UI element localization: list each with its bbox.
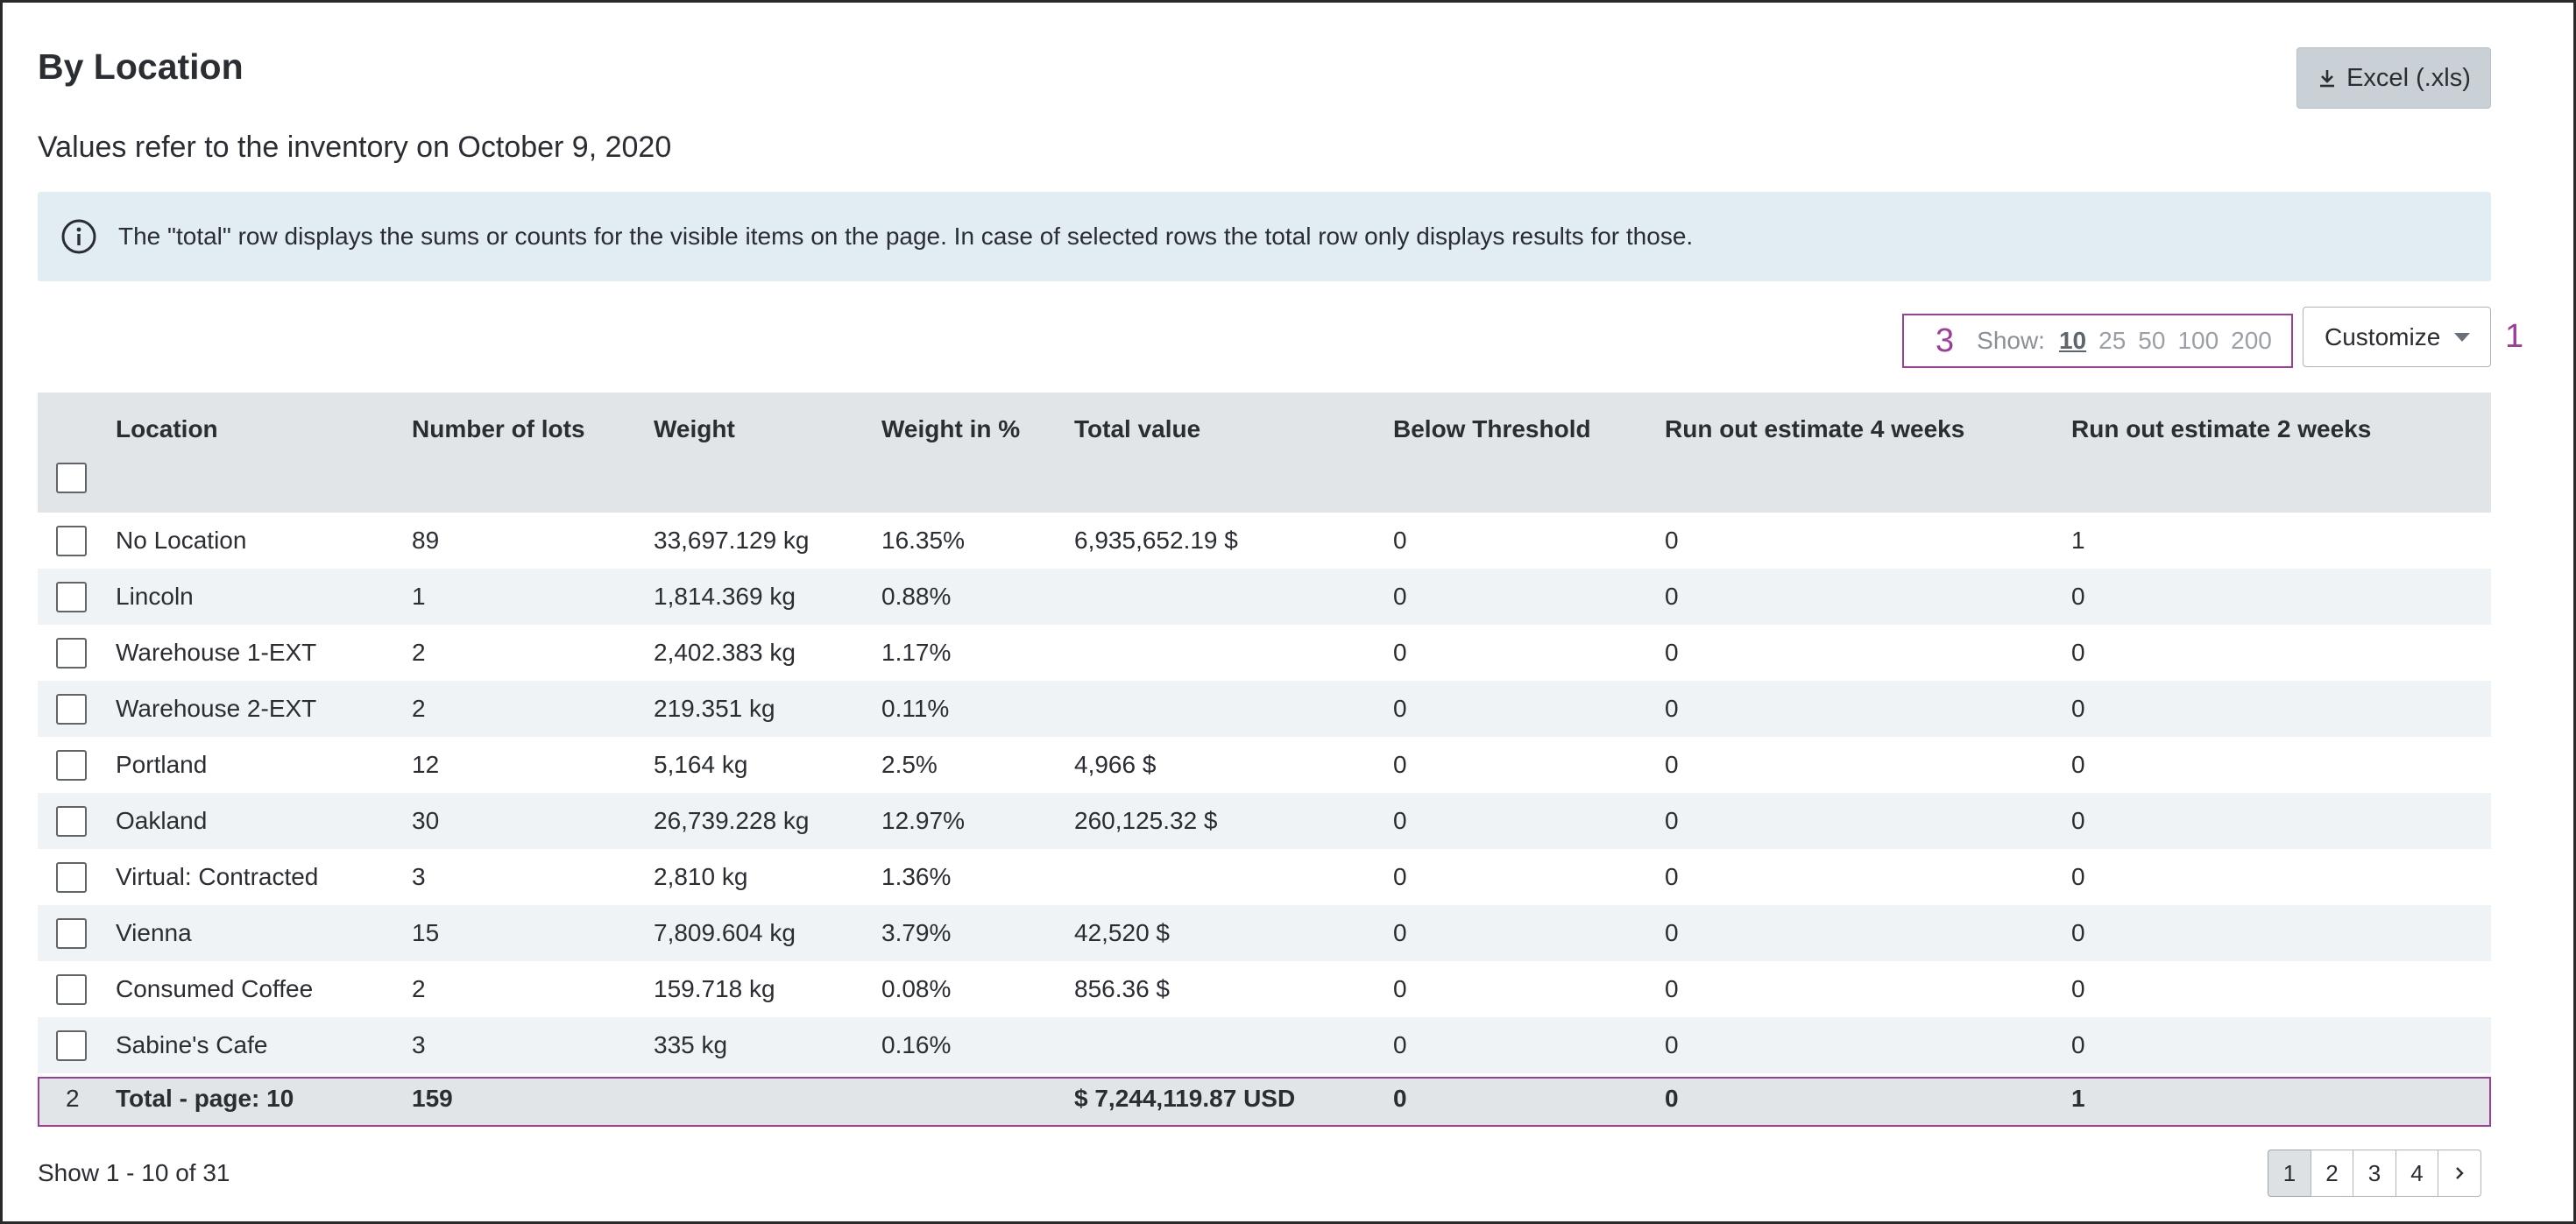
row-checkbox[interactable] xyxy=(56,974,87,1005)
column-header-lots[interactable]: Number of lots xyxy=(412,415,585,442)
cell-runout-4w: 0 xyxy=(1665,975,1679,1002)
column-header-weight-percent[interactable]: Weight in % xyxy=(881,415,1021,442)
cell-weight: 26,739.228 kg xyxy=(654,807,810,834)
total-runout-2w: 1 xyxy=(2071,1085,2085,1112)
table-row[interactable] xyxy=(38,625,2491,681)
cell-total-value: 856.36 $ xyxy=(1074,975,1170,1002)
cell-weight: 159.718 kg xyxy=(654,975,775,1002)
cell-weight-percent: 1.36% xyxy=(881,863,952,890)
cell-total-value: 260,125.32 $ xyxy=(1074,807,1218,834)
cell-runout-4w: 0 xyxy=(1665,527,1679,554)
page-button-1[interactable]: 1 xyxy=(2268,1150,2311,1197)
column-header-weight[interactable]: Weight xyxy=(654,415,735,442)
row-select-cell xyxy=(38,569,116,625)
next-page-button[interactable] xyxy=(2438,1150,2481,1197)
cell-runout-4w: 0 xyxy=(1665,583,1679,610)
column-header-below-threshold[interactable]: Below Threshold xyxy=(1393,415,1591,442)
cell-lots: 3 xyxy=(412,863,426,890)
cell-lots: 12 xyxy=(412,751,440,778)
column-header-location[interactable]: Location xyxy=(116,415,218,442)
row-checkbox[interactable] xyxy=(56,582,87,612)
cell-weight-percent: 0.16% xyxy=(881,1031,952,1058)
cell-total-value xyxy=(1074,625,1393,681)
cell-location: Warehouse 1-EXT xyxy=(116,639,317,666)
row-checkbox[interactable] xyxy=(56,750,87,781)
chevron-right-icon xyxy=(2451,1164,2468,1182)
row-checkbox[interactable] xyxy=(56,1030,87,1061)
cell-location: No Location xyxy=(116,527,247,554)
cell-runout-2w: 0 xyxy=(2071,695,2085,722)
cell-runout-4w: 0 xyxy=(1665,695,1679,722)
cell-runout-4w: 0 xyxy=(1665,751,1679,778)
total-row xyxy=(38,1077,2491,1127)
cell-below-threshold: 0 xyxy=(1393,975,1407,1002)
cell-weight: 33,697.129 kg xyxy=(654,527,810,554)
cell-runout-4w: 0 xyxy=(1665,639,1679,666)
cell-lots: 15 xyxy=(412,919,440,946)
table-row[interactable] xyxy=(38,849,2491,905)
table-row[interactable] xyxy=(38,513,2491,569)
cell-lots: 3 xyxy=(412,1031,426,1058)
row-select-cell xyxy=(38,1017,116,1073)
row-checkbox[interactable] xyxy=(56,806,87,837)
row-select-cell xyxy=(38,849,116,905)
cell-below-threshold: 0 xyxy=(1393,919,1407,946)
cell-lots: 1 xyxy=(412,583,426,610)
column-header-total-value[interactable]: Total value xyxy=(1074,415,1201,442)
cell-location: Virtual: Contracted xyxy=(116,863,319,890)
customize-button[interactable] xyxy=(2303,307,2491,367)
cell-weight: 5,164 kg xyxy=(654,751,748,778)
cell-location: Portland xyxy=(116,751,208,778)
table-row[interactable] xyxy=(38,793,2491,849)
info-banner xyxy=(38,192,2491,281)
cell-lots: 89 xyxy=(412,527,440,554)
page-subtitle: Values refer to the inventory on October 9, 2020 xyxy=(38,131,672,164)
total-lots: 159 xyxy=(412,1085,453,1112)
export-excel-button[interactable] xyxy=(2296,47,2491,109)
cell-weight-percent: 0.88% xyxy=(881,583,952,610)
cell-location: Lincoln xyxy=(116,583,194,610)
page-button-3[interactable]: 3 xyxy=(2353,1150,2396,1197)
cell-weight-percent: 2.5% xyxy=(881,751,938,778)
page-size-selector xyxy=(1902,314,2293,368)
cell-runout-2w: 0 xyxy=(2071,583,2085,610)
total-label: Total - page: 10 xyxy=(116,1085,294,1112)
cell-total-value xyxy=(1074,849,1393,905)
cell-runout-2w: 0 xyxy=(2071,863,2085,890)
cell-location: Sabine's Cafe xyxy=(116,1031,268,1058)
cell-below-threshold: 0 xyxy=(1393,639,1407,666)
cell-total-value xyxy=(1074,1017,1393,1073)
cell-lots: 2 xyxy=(412,695,426,722)
cell-runout-4w: 0 xyxy=(1665,919,1679,946)
cell-total-value: 42,520 $ xyxy=(1074,919,1170,946)
cell-weight: 2,402.383 kg xyxy=(654,639,796,666)
row-checkbox[interactable] xyxy=(56,526,87,556)
cell-weight: 7,809.604 kg xyxy=(654,919,796,946)
page-title: By Location xyxy=(38,46,244,87)
column-header-runout-2w[interactable]: Run out estimate 2 weeks xyxy=(2071,415,2372,442)
row-select-cell xyxy=(38,681,116,737)
page-size-option-200[interactable]: 200 xyxy=(2231,327,2272,354)
cell-total-value: 6,935,652.19 $ xyxy=(1074,527,1238,554)
cell-runout-2w: 0 xyxy=(2071,1031,2085,1058)
cell-runout-2w: 0 xyxy=(2071,751,2085,778)
row-checkbox[interactable] xyxy=(56,862,87,893)
cell-runout-2w: 1 xyxy=(2071,527,2085,554)
cell-location: Vienna xyxy=(116,919,192,946)
cell-weight: 1,814.369 kg xyxy=(654,583,796,610)
table-row[interactable] xyxy=(38,569,2491,625)
row-checkbox[interactable] xyxy=(56,694,87,725)
export-excel-label: Excel (.xls) xyxy=(2346,63,2471,92)
page-button-2[interactable]: 2 xyxy=(2311,1150,2354,1197)
cell-weight-percent: 0.08% xyxy=(881,975,952,1002)
table-row[interactable] xyxy=(38,1017,2491,1073)
row-select-cell xyxy=(38,793,116,849)
cell-weight: 219.351 kg xyxy=(654,695,775,722)
customize-label: Customize xyxy=(2325,322,2441,350)
row-select-cell xyxy=(38,737,116,793)
table-row[interactable] xyxy=(38,961,2491,1017)
row-select-cell xyxy=(38,905,116,961)
page-button-4[interactable]: 4 xyxy=(2396,1150,2439,1197)
total-runout-4w: 0 xyxy=(1665,1085,1679,1112)
info-text: The "total" row displays the sums or counts for the visible items on the page. In case of selected rows the total row only displays results for those. xyxy=(118,223,1694,250)
caret-down-icon xyxy=(2454,333,2470,342)
table-row[interactable] xyxy=(38,905,2491,961)
cell-weight-percent: 1.17% xyxy=(881,639,952,666)
total-below-threshold: 0 xyxy=(1393,1085,1407,1112)
page-size-option-10[interactable]: 10 xyxy=(2058,327,2087,354)
cell-below-threshold: 0 xyxy=(1393,695,1407,722)
select-all-checkbox[interactable] xyxy=(56,463,87,493)
download-icon xyxy=(2317,67,2338,88)
cell-weight: 335 kg xyxy=(654,1031,728,1058)
cell-lots: 30 xyxy=(412,807,440,834)
cell-lots: 2 xyxy=(412,975,426,1002)
cell-runout-2w: 0 xyxy=(2071,639,2085,666)
page-size-option-50[interactable]: 50 xyxy=(2138,327,2166,354)
table-row[interactable] xyxy=(38,737,2491,793)
cell-below-threshold: 0 xyxy=(1393,1031,1407,1058)
annotation-marker-3: 3 xyxy=(1936,322,1955,359)
cell-weight-percent: 16.35% xyxy=(881,527,965,554)
cell-runout-4w: 0 xyxy=(1665,1031,1679,1058)
cell-runout-4w: 0 xyxy=(1665,863,1679,890)
cell-runout-2w: 0 xyxy=(2071,807,2085,834)
cell-location: Consumed Coffee xyxy=(116,975,314,1002)
cell-total-value xyxy=(1074,569,1393,625)
info-icon xyxy=(60,218,97,255)
annotation-marker-1: 1 xyxy=(2505,318,2524,355)
cell-weight: 2,810 kg xyxy=(654,863,748,890)
cell-location: Warehouse 2-EXT xyxy=(116,695,317,722)
cell-weight-percent: 3.79% xyxy=(881,919,952,946)
row-checkbox[interactable] xyxy=(56,638,87,669)
page-size-option-100[interactable]: 100 xyxy=(2177,327,2219,354)
row-checkbox[interactable] xyxy=(56,918,87,949)
cell-total-value: 4,966 $ xyxy=(1074,751,1157,778)
total-value: $ 7,244,119.87 USD xyxy=(1074,1085,1296,1112)
cell-runout-4w: 0 xyxy=(1665,807,1679,834)
row-select-cell xyxy=(38,513,116,569)
table-header-row xyxy=(38,393,2491,513)
cell-below-threshold: 0 xyxy=(1393,583,1407,610)
cell-below-threshold: 0 xyxy=(1393,807,1407,834)
cell-below-threshold: 0 xyxy=(1393,751,1407,778)
page-size-label: Show: xyxy=(1977,327,2045,354)
row-select-cell xyxy=(38,625,116,681)
pagination xyxy=(2268,1150,2481,1197)
location-table xyxy=(38,393,2491,1073)
cell-weight-percent: 12.97% xyxy=(881,807,965,834)
annotation-marker-2: 2 xyxy=(66,1085,80,1112)
cell-runout-2w: 0 xyxy=(2071,975,2085,1002)
cell-lots: 2 xyxy=(412,639,426,666)
cell-weight-percent: 0.11% xyxy=(881,695,950,722)
cell-below-threshold: 0 xyxy=(1393,863,1407,890)
cell-runout-2w: 0 xyxy=(2071,919,2085,946)
cell-below-threshold: 0 xyxy=(1393,527,1407,554)
cell-location: Oakland xyxy=(116,807,208,834)
table-row[interactable] xyxy=(38,681,2491,737)
column-header-runout-4w[interactable]: Run out estimate 4 weeks xyxy=(1665,415,1965,442)
cell-total-value xyxy=(1074,681,1393,737)
row-select-cell xyxy=(38,961,116,1017)
results-count: Show 1 - 10 of 31 xyxy=(38,1159,230,1186)
page-size-option-25[interactable]: 25 xyxy=(2098,327,2127,354)
select-all-cell xyxy=(38,393,116,513)
